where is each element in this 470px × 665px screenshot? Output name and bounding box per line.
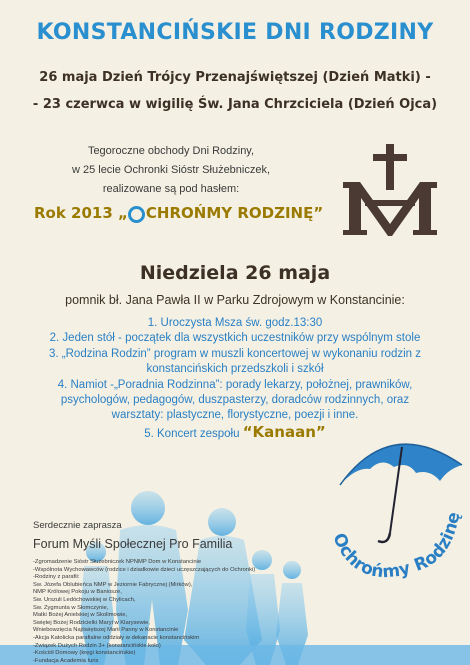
motto <box>34 204 323 223</box>
intro-line: realizowane są pod hasłem: <box>102 183 240 195</box>
umbrella-slogan-text: Ochrońmy Rodzinę <box>328 510 465 583</box>
ring-icon <box>128 206 145 223</box>
date-line-father: - 23 czerwca w wigilię Św. Jana Chrzciciela (Dzień Ojca) <box>32 97 438 112</box>
program-item: 2. Jeden stół - początek dla wszystkich uczestników przy wspólnym stole <box>49 332 421 345</box>
motto-year: Rok 2013 <box>34 204 113 222</box>
program-item: 4. Namiot -„Poradnia Rodzinna”: porady lekarzy, położnej, prawników, psychologów, pedagogów, duszpasterzy, doradców rodzinnych, oraz warsztaty: plastyczne, florystyczne, poezji i inne. <box>57 378 413 422</box>
motto-text: CHROŃMY RODZINĘ <box>145 204 314 222</box>
list-item: Św. Zygmunta w Słomczynie, <box>33 604 109 611</box>
list-item: Matki Bożej Anielskiej w Skolimowie, <box>33 612 128 619</box>
invite-text: Serdecznie zaprasza <box>33 520 122 531</box>
band-name: “Kanaan” <box>242 422 326 441</box>
event-day: Niedziela 26 maja <box>139 262 331 284</box>
motto-open-quote: „ <box>118 204 128 222</box>
program-item-5-label: 5. Koncert zespołu <box>144 427 240 440</box>
list-item: Św. Józefa Oblubieńca NMP w Jeziornie Fabrycznej (Mirków), <box>33 581 193 588</box>
organizations-list <box>33 559 353 665</box>
program-item: 3. „Rodzina Rodzin” program w muszli koncertowej w wykonaniu rodzin z konstancińskich przedszkoli i szkół <box>49 347 421 376</box>
list-item: -Wspólnota Wychowawców (rodzice i dziadkowie dzieci uczęszczających do Ochronki) <box>33 566 256 573</box>
list-item: NMP Królowej Pokoju w Baniosze, <box>33 589 122 596</box>
intro-text <box>26 142 316 199</box>
list-item: -Fundacja Academia Iuris <box>33 657 99 664</box>
list-item: Św. Urszuli Ledóchowskiej w Chylicach, <box>33 596 136 603</box>
event-place: pomnik bł. Jana Pawła II w Parku Zdrojowym w Konstancinie: <box>65 293 405 307</box>
list-item: -Zgromadzenie Sióstr Służebniczek NPNMP Dom w Konstancinie <box>33 559 202 565</box>
list-item: Świętej Bożej Rodzicielki Maryi w Klarysewie, <box>33 619 150 626</box>
intro-line: Tegoroczne obchody Dni Rodziny, <box>87 145 255 157</box>
list-item: -Rodziny z parafii: <box>33 574 80 581</box>
date-line-mother: 26 maja Dzień Trójcy Przenajświętszej (Dzień Matki) - <box>39 70 431 85</box>
event-program <box>40 316 430 442</box>
list-item: -Związek Dużych Rodzin 3+ (konstancińskie koło) <box>33 642 161 649</box>
list-item: Wniebowzięcia Najświętszej Marii Panny w Konstancinie <box>33 627 179 634</box>
marian-cross-icon <box>335 142 445 242</box>
motto-close-quote: ” <box>313 204 324 222</box>
list-item: -Akcja Katolicka parafialne oddziały w dekanacie konstancińskim <box>33 634 200 641</box>
program-item <box>40 422 430 442</box>
poster-title: KONSTANCIŃSKIE DNI RODZINY <box>36 20 434 45</box>
forum-name: Forum Myśli Społecznej Pro Familia <box>33 537 233 551</box>
program-item: 1. Uroczysta Msza św. godz.13:30 <box>147 317 323 329</box>
intro-line: w 25 lecie Ochronki Sióstr Służebniczek, <box>71 164 271 176</box>
list-item: -Kościół Domowy (kręgi konstancińskie) <box>33 650 136 657</box>
